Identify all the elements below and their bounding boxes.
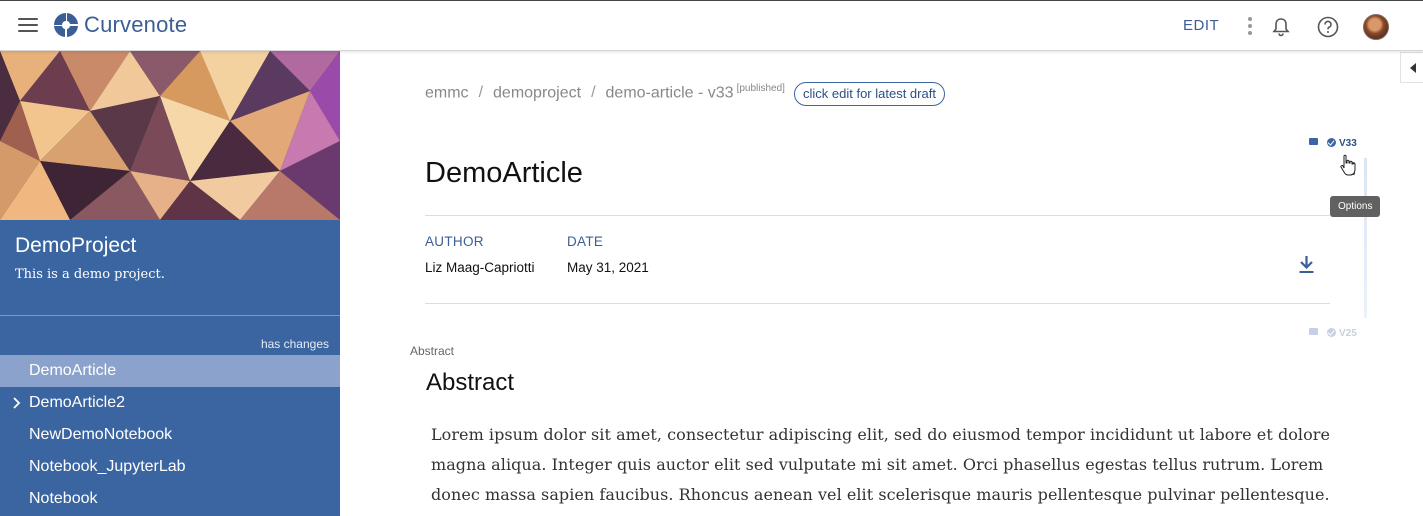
check-circle-icon xyxy=(1327,328,1336,337)
breadcrumb-project[interactable]: demoproject xyxy=(493,84,582,102)
breadcrumb-team[interactable]: emmc xyxy=(425,84,469,102)
sidebar-divider xyxy=(0,315,340,316)
project-title: DemoProject xyxy=(15,234,137,257)
divider xyxy=(425,303,1330,304)
project-description: This is a demo project. xyxy=(15,267,165,282)
divider xyxy=(425,215,1330,216)
chevron-right-icon[interactable] xyxy=(12,397,22,409)
sidebar-item-label: NewDemoNotebook xyxy=(29,426,173,443)
author-label: AUTHOR xyxy=(425,234,484,249)
version-marker-faded[interactable] xyxy=(1309,328,1357,342)
curvenote-logo-icon[interactable] xyxy=(53,12,79,38)
abstract-heading: Abstract xyxy=(426,369,515,396)
edit-button[interactable]: EDIT xyxy=(1183,17,1220,34)
collapse-panel-tab[interactable] xyxy=(1400,52,1423,83)
breadcrumb-article: demo-article - v33 xyxy=(605,84,734,102)
has-changes-label: has changes xyxy=(260,337,329,351)
abstract-body: Lorem ipsum dolor sit amet, consectetur adipiscing elit, sed do eiusmod tempor incididunt ut labore et dolore magna aliqua. Integer quis auctor elit sed vulputate mi sit amet. Orci phasellus egestas tellus rutrum. Lorem donec massa sapien faucibus. Rhoncus aenean vel elit scelerisque mauris pellentesque pulvinar pellentesque. xyxy=(431,425,1330,504)
project-banner-image xyxy=(0,51,340,220)
check-circle-icon xyxy=(1327,138,1336,147)
comment-icon[interactable] xyxy=(1309,328,1318,335)
breadcrumb: emmc / demoproject / demo-article - v33 [published] xyxy=(425,83,785,102)
download-icon[interactable] xyxy=(1298,255,1315,274)
article-title: DemoArticle xyxy=(425,157,583,189)
options-tooltip: Options xyxy=(1330,196,1380,217)
sidebar-item-label: DemoArticle2 xyxy=(29,394,126,411)
version-label: V33 xyxy=(1339,138,1357,149)
published-status: [published] xyxy=(736,83,785,94)
latest-draft-button[interactable]: click edit for latest draft xyxy=(794,82,945,106)
sidebar-item-demoarticle[interactable] xyxy=(0,355,340,387)
author-name: Liz Maag-Capriotti xyxy=(425,260,535,275)
sidebar-item-label: Notebook xyxy=(29,490,98,507)
brand-name[interactable]: Curvenote xyxy=(84,12,188,37)
sidebar-nav xyxy=(0,355,340,515)
chevron-left-icon xyxy=(1410,63,1416,73)
sidebar-item-label: DemoArticle xyxy=(29,362,117,379)
block-tag: Abstract xyxy=(410,344,455,358)
version-marker[interactable] xyxy=(1309,138,1357,152)
block-highlight-line xyxy=(1364,158,1367,318)
top-app-bar xyxy=(0,0,1423,51)
comment-icon[interactable] xyxy=(1309,138,1318,145)
sidebar-item-label: Notebook_JupyterLab xyxy=(29,458,186,475)
pointer-cursor-icon xyxy=(1339,154,1357,176)
more-vert-icon[interactable] xyxy=(1247,17,1253,37)
project-sidebar xyxy=(0,51,340,516)
sidebar-item-newdemonotebook[interactable] xyxy=(0,419,340,451)
menu-icon[interactable] xyxy=(18,18,38,34)
date-label: DATE xyxy=(567,234,604,249)
sidebar-item-notebook-jupyterlab[interactable] xyxy=(0,451,340,483)
publish-date: May 31, 2021 xyxy=(567,260,649,275)
avatar[interactable] xyxy=(1363,14,1389,40)
help-icon[interactable] xyxy=(1317,16,1339,38)
sidebar-item-demoarticle2[interactable] xyxy=(0,387,340,419)
version-label: V25 xyxy=(1339,328,1357,339)
bell-icon[interactable] xyxy=(1271,16,1291,38)
sidebar-item-notebook[interactable] xyxy=(0,483,340,515)
